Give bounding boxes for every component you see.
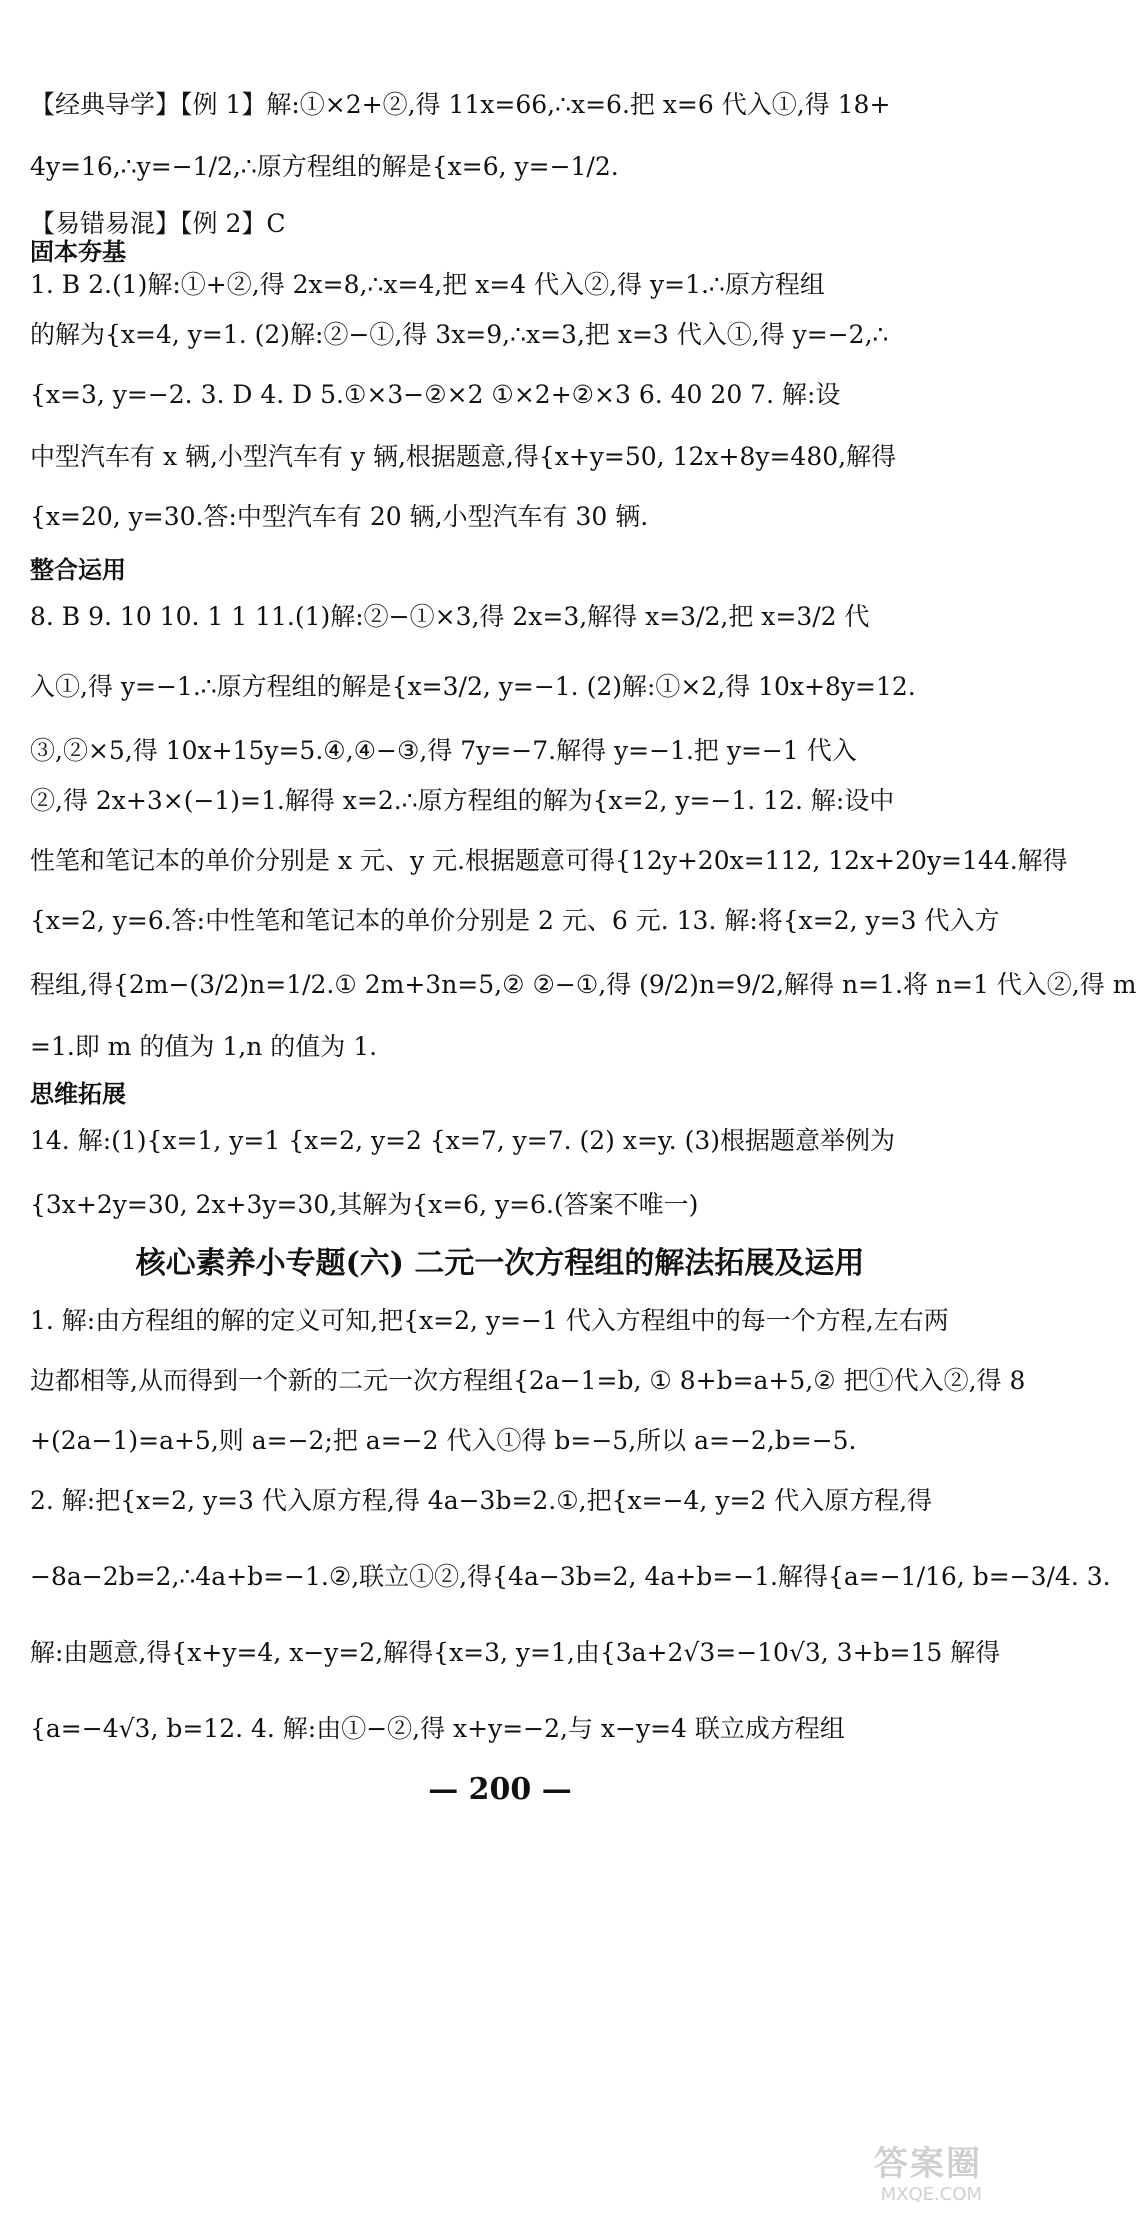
text-line: 2. 解:把{x=2, y=3 代入原方程,得 4a−3b=2.①,把{x=−4, y=2 代入原方程,得 xyxy=(30,1486,933,1515)
section-heading: 固本夯基 xyxy=(30,238,126,266)
text-line: 性笔和笔记本的单价分别是 x 元、y 元.根据题意可得{12y+20x=112, 12x+20y=144.解得 xyxy=(30,846,1068,875)
text-line: 中型汽车有 x 辆,小型汽车有 y 辆,根据题意,得{x+y=50, 12x+8y=480,解得 xyxy=(30,442,897,471)
text-line: 边都相等,从而得到一个新的二元一次方程组{2a−1=b, ① 8+b=a+5,② 把①代入②,得 8 xyxy=(30,1366,1026,1395)
text-line: {a=−4√3, b=12. 4. 解:由①−②,得 x+y=−2,与 x−y=4 联立成方程组 xyxy=(30,1714,845,1743)
text-line: ③,②×5,得 10x+15y=5.④,④−③,得 7y=−7.解得 y=−1.把 y=−1 代入 xyxy=(30,736,857,765)
text-line: −8a−2b=2,∴4a+b=−1.②,联立①②,得{4a−3b=2, 4a+b=−1.解得{a=−1/16, b=−3/4. 3. xyxy=(30,1562,1111,1591)
section-heading: 整合运用 xyxy=(30,556,126,584)
text-line: =1.即 m 的值为 1,n 的值为 1. xyxy=(30,1032,378,1061)
section-heading: 思维拓展 xyxy=(30,1080,126,1108)
watermark-url: MXQE.COM xyxy=(880,2184,982,2205)
text-line: 入①,得 y=−1.∴原方程组的解是{x=3/2, y=−1. (2)解:①×2,得 10x+8y=12. xyxy=(30,672,916,701)
text-line: 1. B 2.(1)解:①+②,得 2x=8,∴x=4,把 x=4 代入②,得 y=1.∴原方程组 xyxy=(30,270,825,299)
text-line: 8. B 9. 10 10. 1 1 11.(1)解:②−①×3,得 2x=3,解得 x=3/2,把 x=3/2 代 xyxy=(30,602,870,631)
text-line: 程组,得{2m−(3/2)n=1/2.① 2m+3n=5,② ②−①,得 (9/2)n=9/2,解得 n=1.将 n=1 代入②,得 m xyxy=(30,970,1136,999)
text-line: 4y=16,∴y=−1/2,∴原方程组的解是{x=6, y=−1/2. xyxy=(30,152,619,181)
text-line: ②,得 2x+3×(−1)=1.解得 x=2.∴原方程组的解为{x=2, y=−1. 12. 解:设中 xyxy=(30,786,895,815)
text-line: {x=20, y=30.答:中型汽车有 20 辆,小型汽车有 30 辆. xyxy=(30,502,649,531)
text-line: 1. 解:由方程组的解的定义可知,把{x=2, y=−1 代入方程组中的每一个方程,左右两 xyxy=(30,1306,949,1335)
text-line: {3x+2y=30, 2x+3y=30,其解为{x=6, y=6.(答案不唯一) xyxy=(30,1190,699,1219)
text-line: 【易错易混】【例 2】C xyxy=(30,209,286,238)
text-line: {x=2, y=6.答:中性笔和笔记本的单价分别是 2 元、6 元. 13. 解:将{x=2, y=3 代入方 xyxy=(30,906,1000,935)
text-line: 14. 解:(1){x=1, y=1 {x=2, y=2 {x=7, y=7. (2) x=y. (3)根据题意举例为 xyxy=(30,1126,896,1155)
text-line: 的解为{x=4, y=1. (2)解:②−①,得 3x=9,∴x=3,把 x=3 代入①,得 y=−2,∴ xyxy=(30,320,889,349)
text-line: 【经典导学】【例 1】解:①×2+②,得 11x=66,∴x=6.把 x=6 代入①,得 18+ xyxy=(30,90,891,119)
watermark-text: 答案圈 xyxy=(874,2144,982,2184)
watermark-logo xyxy=(832,2144,982,2214)
text-line: {x=3, y=−2. 3. D 4. D 5.①×3−②×2 ①×2+②×3 6. 40 20 7. 解:设 xyxy=(30,380,841,409)
topic-title: 核心素养小专题(六) 二元一次方程组的解法拓展及运用 xyxy=(135,1246,865,1281)
text-line: 解:由题意,得{x+y=4, x−y=2,解得{x=3, y=1,由{3a+2√3=−10√3, 3+b=15 解得 xyxy=(30,1638,1001,1667)
page-number: — 200 — xyxy=(428,1772,572,1807)
text-line: +(2a−1)=a+5,则 a=−2;把 a=−2 代入①得 b=−5,所以 a=−2,b=−5. xyxy=(30,1426,857,1455)
